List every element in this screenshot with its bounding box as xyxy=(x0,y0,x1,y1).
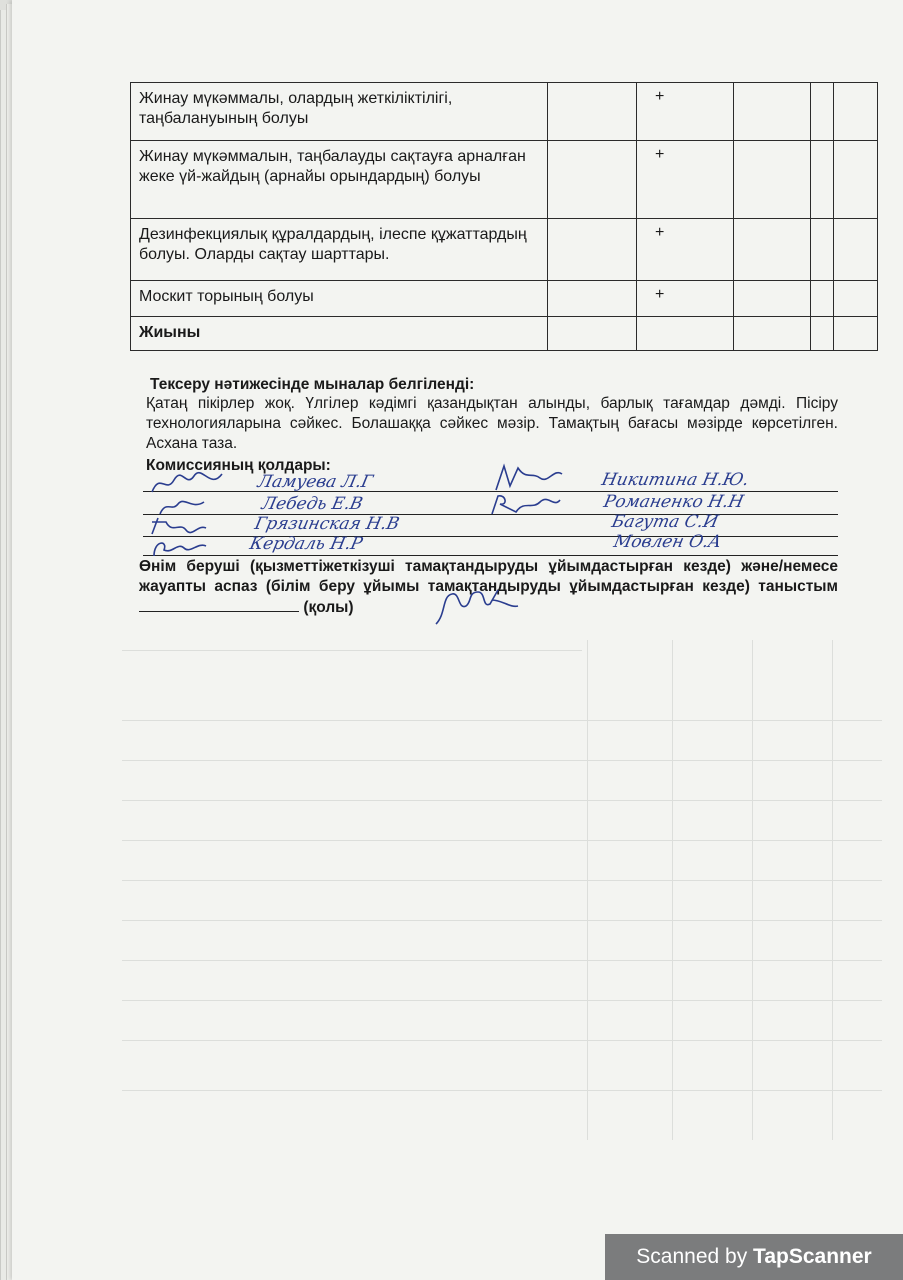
bleed-through-line xyxy=(122,760,882,761)
signature-line xyxy=(143,536,838,537)
handwritten-signature xyxy=(488,490,563,518)
bleed-through-line xyxy=(122,880,882,881)
bleed-through-line xyxy=(122,960,882,961)
commission-member-name: Кердаль Н.Р xyxy=(247,534,365,554)
empty-cell xyxy=(733,83,811,141)
empty-cell xyxy=(733,281,811,317)
empty-cell xyxy=(547,83,636,141)
table-row xyxy=(131,281,878,317)
empty-cell xyxy=(811,219,834,281)
empty-cell xyxy=(733,141,811,219)
empty-cell xyxy=(547,219,636,281)
mark-cell: + xyxy=(636,83,733,141)
table-row xyxy=(131,317,878,351)
empty-cell xyxy=(833,317,877,351)
empty-cell xyxy=(811,281,834,317)
bleed-through-line xyxy=(122,1040,882,1041)
empty-cell xyxy=(811,141,834,219)
bleed-through-line xyxy=(122,800,882,801)
commission-member-name: Никитина Н.Ю. xyxy=(599,470,751,490)
handwritten-signature xyxy=(432,586,522,630)
bleed-through-line xyxy=(122,720,882,721)
total-cell: Жиыны xyxy=(131,317,548,351)
commission-member-name: Ламуева Л.Г xyxy=(255,472,375,492)
bleed-through-line xyxy=(122,920,882,921)
signature-label: (қолы) xyxy=(303,599,354,616)
table-row xyxy=(131,83,878,141)
mark-cell: + xyxy=(636,281,733,317)
commission-member-name: Багута С.И xyxy=(609,512,721,532)
empty-cell xyxy=(833,141,877,219)
bleed-through-line xyxy=(587,640,588,1140)
bleed-through-line xyxy=(752,640,753,1140)
empty-cell xyxy=(547,281,636,317)
commission-member-name: Мовлен О.А xyxy=(611,532,724,552)
bleed-through-line xyxy=(122,1000,882,1001)
table-row xyxy=(131,141,878,219)
commission-title: Комиссияның қолдары: xyxy=(146,457,331,474)
handwritten-signature xyxy=(492,460,567,494)
empty-cell xyxy=(833,219,877,281)
results-text: Қатаң пікірлер жоқ. Үлгілер кәдімгі қазандықтан алынды, барлық тағамдар дәмді. Пісіру технологияларына сәйкес. Болашаққа сәйкес мәзір. Тамақтың бағасы мәзірде көрсетілген. Асхана таза. xyxy=(146,395,838,452)
watermark-prefix: Scanned by xyxy=(636,1245,748,1268)
bleed-through-line xyxy=(672,640,673,1140)
watermark-brand: TapScanner xyxy=(753,1245,872,1268)
mark-cell xyxy=(636,317,733,351)
results-title: Тексеру нәтижесінде мыналар белгіленді: xyxy=(150,376,475,393)
signature-line xyxy=(143,555,838,556)
empty-cell xyxy=(733,219,811,281)
empty-cell xyxy=(833,281,877,317)
empty-cell xyxy=(811,83,834,141)
empty-cell xyxy=(733,317,811,351)
criterion-cell: Москит торының болуы xyxy=(131,281,548,317)
criterion-cell: Дезинфекциялық құралдардың, ілеспе құжаттардың болуы. Оларды сақтау шарттары. xyxy=(131,219,548,281)
empty-cell xyxy=(547,141,636,219)
bleed-through-line xyxy=(122,1090,882,1091)
empty-cell xyxy=(547,317,636,351)
criteria-table xyxy=(130,82,878,351)
table-row xyxy=(131,219,878,281)
empty-cell xyxy=(833,83,877,141)
scanner-watermark xyxy=(605,1234,903,1280)
commission-member-name: Романенко Н.Н xyxy=(601,492,746,512)
commission-member-name: Лебедь Е.В xyxy=(259,494,365,514)
bleed-through-line xyxy=(832,640,833,1140)
commission-member-name: Грязинская Н.В xyxy=(252,514,402,534)
bleed-through-line xyxy=(122,840,882,841)
acknowledgment-body: Өнім беруші (қызметтіжеткізуші тамақтандыруды ұйымдастырған кезде) және/немесе жауапты аспаз (білім беру ұйымы тамақтандыруды ұйымдастырған кезде) таныстым xyxy=(139,558,838,595)
criterion-cell: Жинау мүкәммалын, таңбалауды сақтауға арналған жеке үй-жайдың (арнайы орындардың) болуы xyxy=(131,141,548,219)
signature-blank xyxy=(139,597,299,612)
bleed-through-line xyxy=(122,650,582,651)
mark-cell: + xyxy=(636,141,733,219)
criterion-cell: Жинау мүкәммалы, олардың жеткіліктілігі, таңбалануының болуы xyxy=(131,83,548,141)
empty-cell xyxy=(811,317,834,351)
mark-cell: + xyxy=(636,219,733,281)
